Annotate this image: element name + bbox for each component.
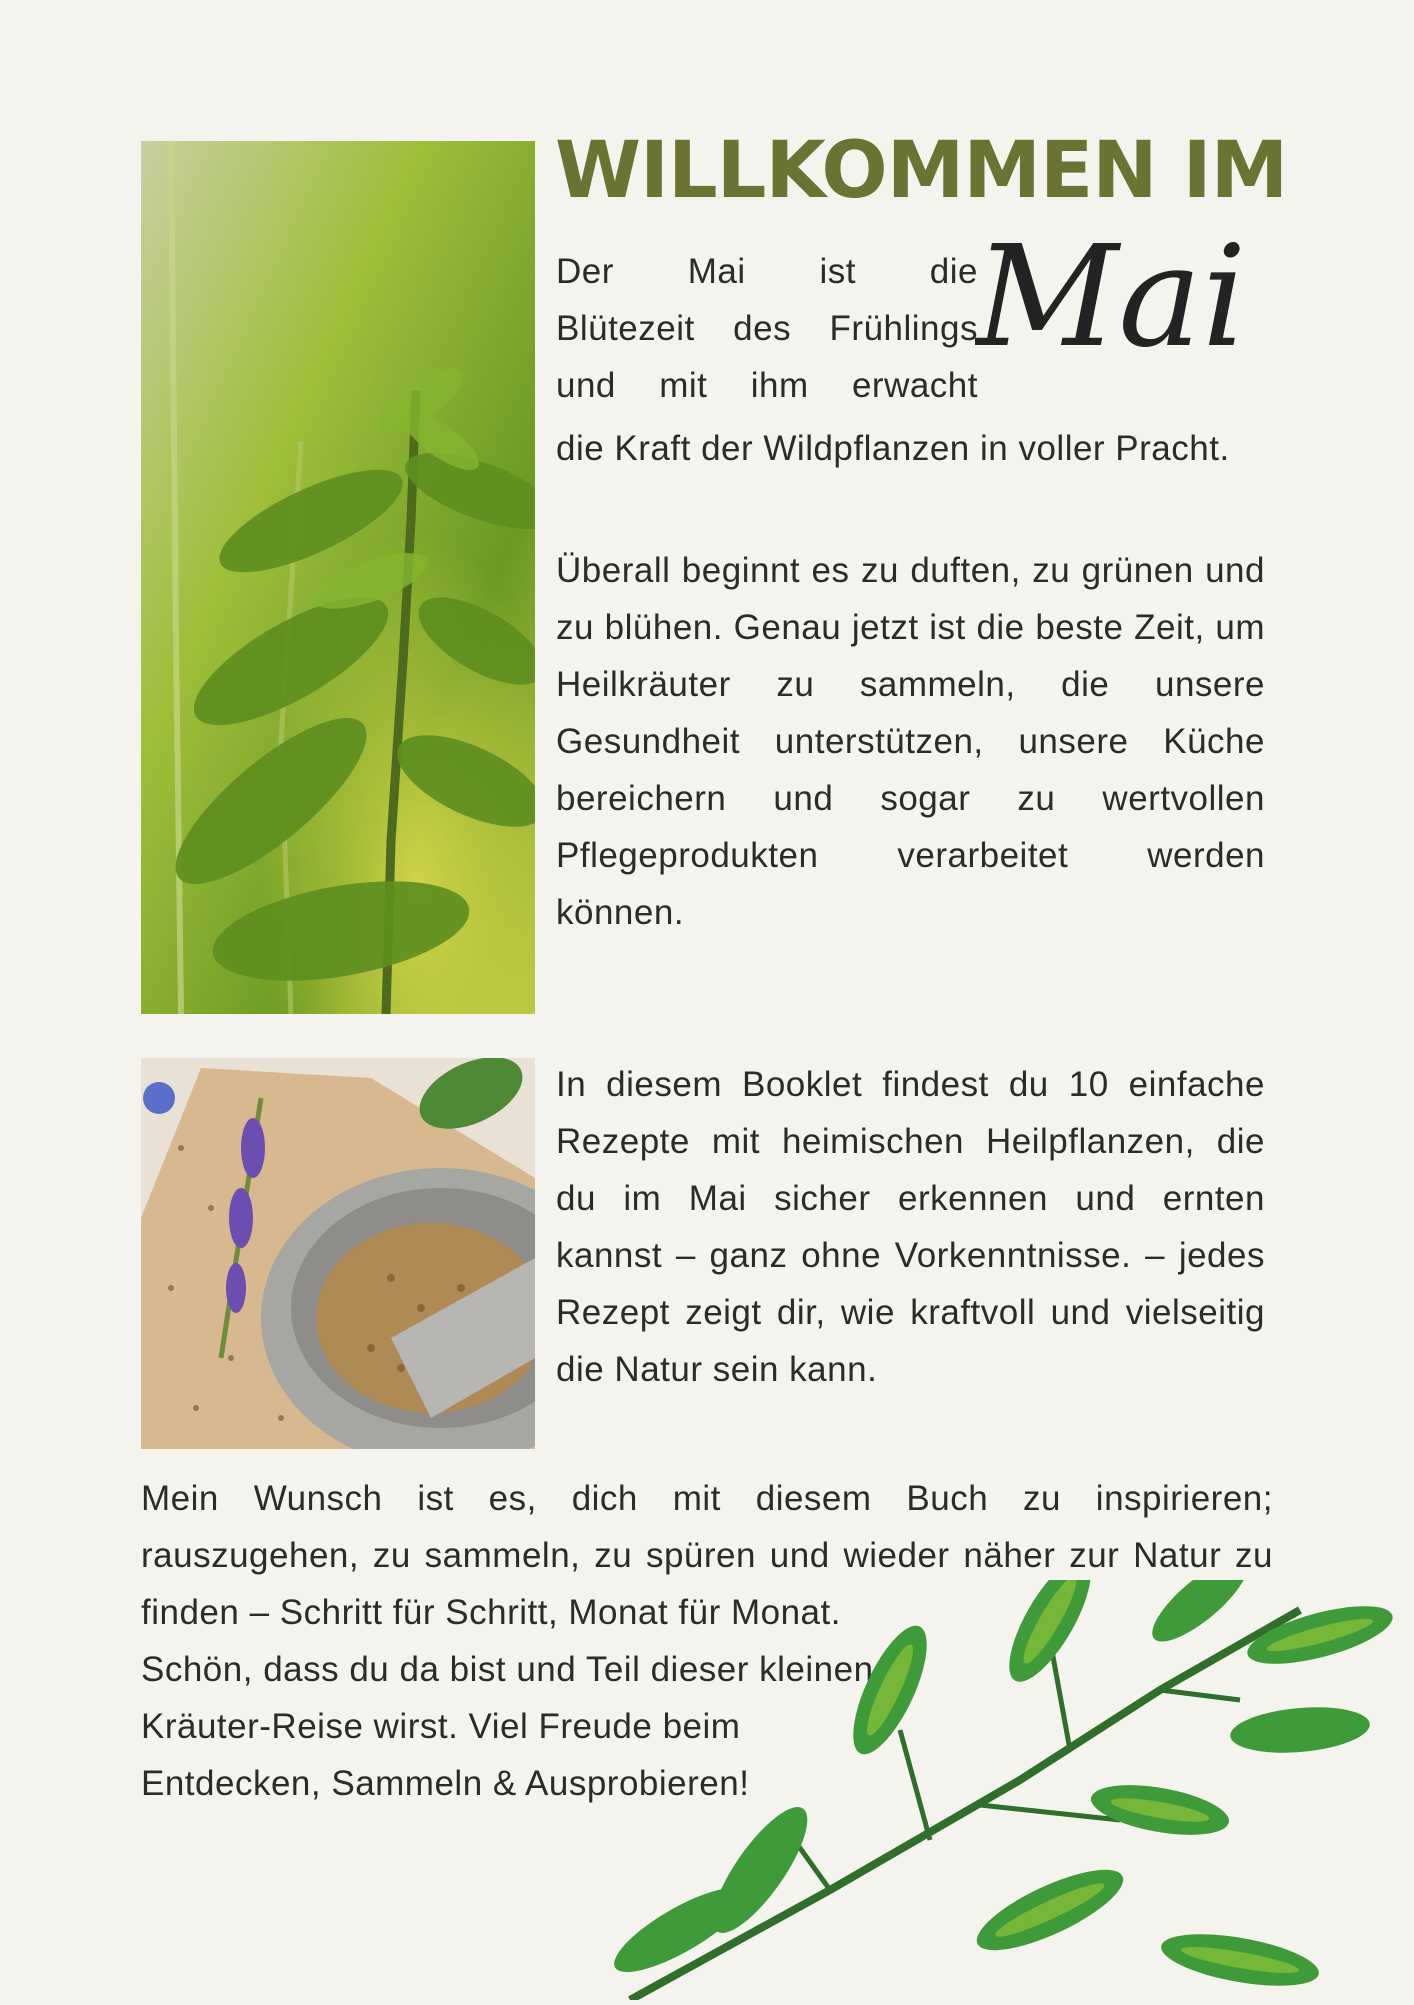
intro-line-1: Der Mai ist die bbox=[556, 252, 978, 291]
leaf-branch-decoration bbox=[600, 1580, 1414, 2000]
script-word-text: Mai bbox=[975, 225, 1247, 379]
closing-line-2: Kräuter-Reise wirst. Viel Freude beim bbox=[141, 1707, 741, 1746]
paragraph-wish: Mein Wunsch ist es, dich mit diesem Buch zu inspirieren; rauszugehen, zu sammeln, zu spüren und wieder näher zur Natur zu finden – Schritt für Schritt, Monat für Monat. bbox=[141, 1479, 1273, 1632]
intro-line-3: und mit ihm erwacht bbox=[556, 366, 978, 405]
intro-paragraph bbox=[556, 243, 1260, 477]
page-title: WILLKOMMEN IM bbox=[555, 126, 1288, 216]
paragraph-season: Überall beginnt es zu duften, zu grünen und zu blühen. Genau jetzt ist die beste Zeit, um Heilkräuter zu sammeln, die unsere Gesundheit unterstützen, unsere Küche bereichern und sogar zu wertvollen Pflegeprodukten verarbeitet werden können. bbox=[556, 551, 1265, 932]
intro-rest: die Kraft der Wildpflanzen in voller Pracht. bbox=[556, 429, 1230, 468]
closing-line-1: Schön, dass du da bist und Teil dieser kleinen bbox=[141, 1650, 874, 1689]
nettle-photo bbox=[141, 141, 535, 1014]
paragraph-booklet: In diesem Booklet findest du 10 einfache Rezepte mit heimischen Heilpflanzen, die du im Mai sicher erkennen und ernten kannst – ganz ohne Vorkenntnisse. – jedes Rezept zeigt dir, wie kraftvoll und vielseitig die Natur sein kann. bbox=[556, 1065, 1265, 1389]
closing-line-3: Entdecken, Sammeln & Ausprobieren! bbox=[141, 1764, 750, 1803]
intro-line-2: Blütezeit des Frühlings bbox=[556, 309, 978, 348]
mortar-photo bbox=[141, 1058, 535, 1449]
